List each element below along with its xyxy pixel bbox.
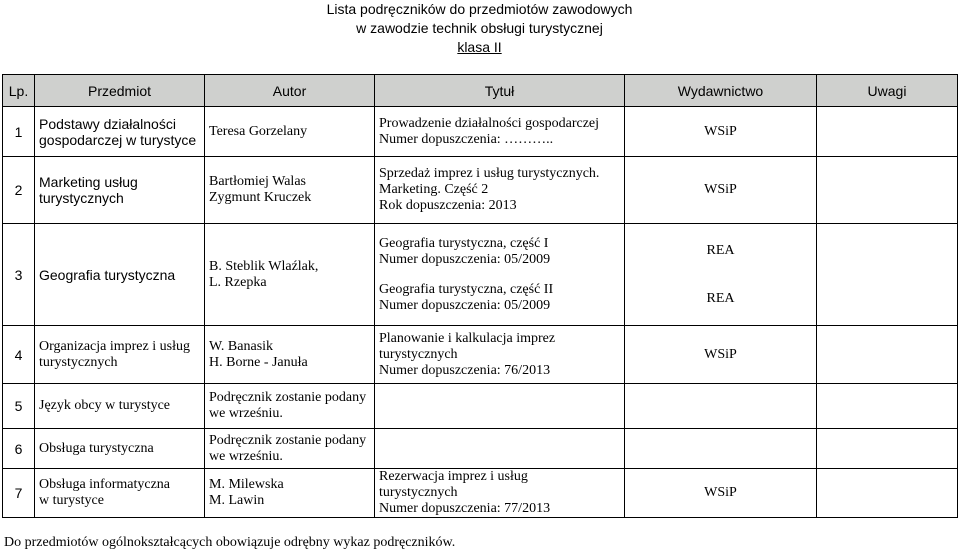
publisher-cell [625,224,817,326]
title-line: Numer dopuszczenia: 77/2013 [379,501,551,516]
table-header-row [3,75,958,107]
notes-cell [817,384,958,429]
author-line: Teresa Gorzelany [209,123,308,139]
author-line: W. Banasik [209,338,274,354]
title-cell [375,224,625,326]
textbook-table [2,74,958,518]
table-row [3,326,958,384]
title-cell [375,107,625,157]
title-cell [375,469,625,518]
subject-line: Język obcy w turystyce [39,398,171,413]
author-cell [205,384,375,429]
subject-cell [35,384,205,429]
title-spacer [379,268,620,282]
author-line: M. Lawin [209,493,265,508]
author-line: H. Borne - Januła [209,354,308,370]
column-header-notes: Uwagi [817,75,958,107]
table-row [3,384,958,429]
subject-cell [35,429,205,469]
title-line: Prowadzenie działalności gospodarczej [379,115,600,131]
title-line: Sprzedaż imprez i usług turystycznych. [379,166,600,181]
row-number: 6 [3,429,35,469]
author-cell [205,326,375,384]
notes-cell [817,224,958,326]
publisher-name: WSiP [704,123,737,139]
column-header-title: Tytuł [375,75,625,107]
author-line: M. Milewska [209,477,284,492]
publisher-name: WSiP [704,485,737,500]
subject-line: turystycznych [39,354,118,370]
title-cell [375,326,625,384]
row-number: 2 [3,157,35,224]
title-line: Numer dopuszczenia: 05/2009 [379,297,551,313]
author-cell [205,469,375,518]
subject-line: Organizacja imprez i usług [39,338,190,354]
publisher-spacer [629,259,812,291]
publisher-name: REA [706,290,735,306]
author-line: we wrześniu. [209,406,283,421]
author-line: we wrześniu. [209,448,283,464]
subject-line: gospodarczej w turystyce [39,131,197,148]
row-number: 7 [3,469,35,518]
subject-line: Podstawy działalności [39,115,176,132]
document-title-class: klasa II [457,39,502,55]
notes-cell [817,326,958,384]
title-line: Numer dopuszczenia: 76/2013 [379,362,551,378]
subject-line: Obsługa informatyczna [39,477,171,492]
author-cell [205,107,375,157]
table-row [3,107,958,157]
column-header-subject: Przedmiot [35,75,205,107]
row-number: 4 [3,326,35,384]
author-line: Podręcznik zostanie podany [209,432,367,448]
title-line: Geografia turystyczna, część II [379,281,554,297]
column-header-publisher: Wydawnictwo [625,75,817,107]
footer-note: Do przedmiotów ogólnokształcących obowiązuje odrębny wykaz podręczników. [4,535,456,550]
title-line: Numer dopuszczenia: 05/2009 [379,251,551,267]
subject-cell [35,326,205,384]
subject-line: Obsługa turystyczna [39,440,154,456]
notes-cell [817,157,958,224]
publisher-name: WSiP [704,182,737,197]
author-cell [205,224,375,326]
title-line: Numer dopuszczenia: ……….. [379,131,554,147]
subject-line: w turystyce [39,493,104,508]
publisher-cell [625,157,817,224]
table-row [3,157,958,224]
author-line: Bartłomiej Walas [209,174,306,189]
title-cell [375,429,625,469]
column-header-author: Autor [205,75,375,107]
title-cell [375,384,625,429]
author-line: Zygmunt Kruczek [209,190,312,205]
author-line: Podręcznik zostanie podany [209,390,367,405]
column-header-lp: Lp. [3,75,35,107]
notes-cell [817,469,958,518]
title-line: turystycznych [379,485,458,500]
subject-cell [35,107,205,157]
publisher-cell [625,429,817,469]
document-title-line-1: Lista podręczników do przedmiotów zawodowych [326,1,633,17]
subject-line: turystycznych [39,190,124,206]
row-number: 1 [3,107,35,157]
table-row [3,429,958,469]
title-line: Planowanie i kalkulacja imprez [379,330,556,346]
title-line: Geografia turystyczna, część I [379,235,549,251]
publisher-name: REA [706,242,735,258]
publisher-cell [625,326,817,384]
subject-cell [35,224,205,326]
subject-cell [35,469,205,518]
notes-cell [817,429,958,469]
title-cell [375,157,625,224]
author-line: B. Steblik Wlaźlak, [209,258,319,274]
publisher-name: WSiP [704,346,737,362]
notes-cell [817,107,958,157]
publisher-cell [625,469,817,518]
publisher-cell [625,384,817,429]
title-line: turystycznych [379,346,458,362]
subject-line: Geografia turystyczna [39,266,176,283]
author-line: L. Rzepka [209,274,267,290]
subject-cell [35,157,205,224]
author-cell [205,157,375,224]
publisher-cell [625,107,817,157]
title-line: Marketing. Część 2 [379,182,489,197]
author-cell [205,429,375,469]
subject-line: Marketing usług [39,174,138,190]
document-title-line-2: w zawodzie technik obsługi turystycznej [356,20,603,36]
row-number: 3 [3,224,35,326]
table-row [3,224,958,326]
title-line: Rezerwacja imprez i usług [379,469,528,484]
title-line: Rok dopuszczenia: 2013 [379,198,517,213]
table-row [3,469,958,518]
row-number: 5 [3,384,35,429]
